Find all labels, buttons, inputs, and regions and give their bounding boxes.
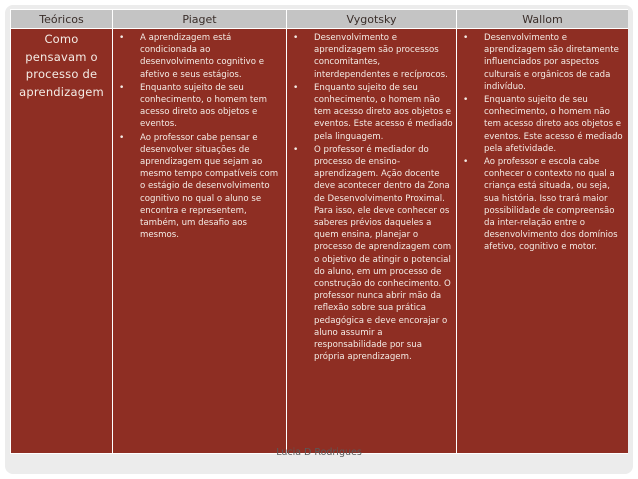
list-item	[287, 82, 456, 143]
list-item-text: Desenvolvimento e aprendizagem são processos concomitantes, interdependentes e recíprocos.	[314, 33, 448, 80]
bullet-icon: •	[463, 95, 469, 106]
list-item	[457, 32, 628, 93]
comparison-table	[10, 9, 628, 454]
bullet-icon: •	[119, 132, 125, 143]
header-row	[11, 10, 629, 29]
header-piaget: Piaget	[113, 10, 287, 29]
piaget-cell	[113, 29, 287, 454]
table-row	[11, 29, 629, 454]
bullet-icon: •	[119, 33, 125, 43]
header-wallom: Wallom	[457, 10, 629, 29]
list-item	[113, 32, 286, 81]
list-item-text: Ao professor e escola cabe conhecer o contexto no qual a criança está situada, ou seja, sua história. Isso trará maior possibilidade de compreensão da inter-relação entre o desenvolvimento dos domínios afetivo, cognitivo e motor.	[484, 157, 618, 253]
bullet-icon: •	[293, 33, 299, 43]
list-item-text: O professor é mediador do processo de ensino-aprendizagem. Ação docente deve acontecer dentro da Zona de Desenvolvimento Proximal. Para isso, ele deve conhecer os saberes prévios daqueles a quem ensina, planejar o processo de aprendizagem com o objetivo de atingir o potencial do aluno, em um processo de construção do conhecimento. O professor nunca abrir mão da reflexão sobre sua prática pedagógica e deve encorajar o aluno assumir a responsabilidade por sua própria aprendizagem.	[314, 144, 452, 363]
header-vygotsky: Vygotsky	[287, 10, 457, 29]
vygotsky-list	[287, 32, 456, 363]
list-item	[287, 32, 456, 81]
list-item-text: Enquanto sujeito de seu conhecimento, o homem tem acesso direto aos objetos e eventos.	[140, 82, 267, 130]
table-container	[10, 9, 628, 454]
list-item	[113, 132, 286, 242]
bullet-icon: •	[293, 144, 299, 155]
list-item-text: A aprendizagem está condicionada ao desenvolvimento cognitivo e afetivo e seus estágios.	[140, 33, 265, 80]
bullet-icon: •	[463, 33, 469, 43]
list-item-text: Ao professor cabe pensar e desenvolver situações de aprendizagem que sejam ao mesmo tempo compatíveis com o estágio de desenvolvimento cognitivo no qual o aluno se encontra e representem, também, um desafio aos mesmos.	[140, 132, 279, 241]
list-item-text: Enquanto sujeito de seu conhecimento, o homem não tem acesso direto aos objetos e eventos. Este acesso é mediado pela linguagem.	[314, 82, 453, 142]
row-label-line: processo de	[25, 67, 98, 81]
bullet-icon: •	[463, 157, 469, 168]
list-item-text: Desenvolvimento e aprendizagem são diretamente influenciados por aspectos culturais e orgânicos de cada indivíduo.	[484, 33, 619, 92]
header-teoricos: Teóricos	[11, 10, 113, 29]
wallom-list	[457, 32, 628, 254]
list-item	[113, 82, 286, 131]
vygotsky-cell	[287, 29, 457, 454]
list-item	[457, 94, 628, 155]
bullet-icon: •	[119, 82, 125, 93]
list-item-text: Enquanto sujeito de seu conhecimento, o homem não tem acesso direto aos objetos e eventos. Este acesso é mediado pela afetividade.	[484, 95, 623, 154]
row-label-line: aprendizagem	[19, 84, 104, 99]
bullet-icon: •	[293, 82, 299, 93]
row-label-line: pensavam o	[25, 49, 98, 64]
footer-author: Lucia D Rodrigues	[276, 447, 362, 458]
list-item	[457, 156, 628, 254]
piaget-list	[113, 32, 286, 241]
list-item	[287, 144, 456, 364]
row-label-cell	[11, 29, 113, 454]
row-label-line: Como	[44, 32, 79, 46]
wallom-cell	[457, 29, 629, 454]
